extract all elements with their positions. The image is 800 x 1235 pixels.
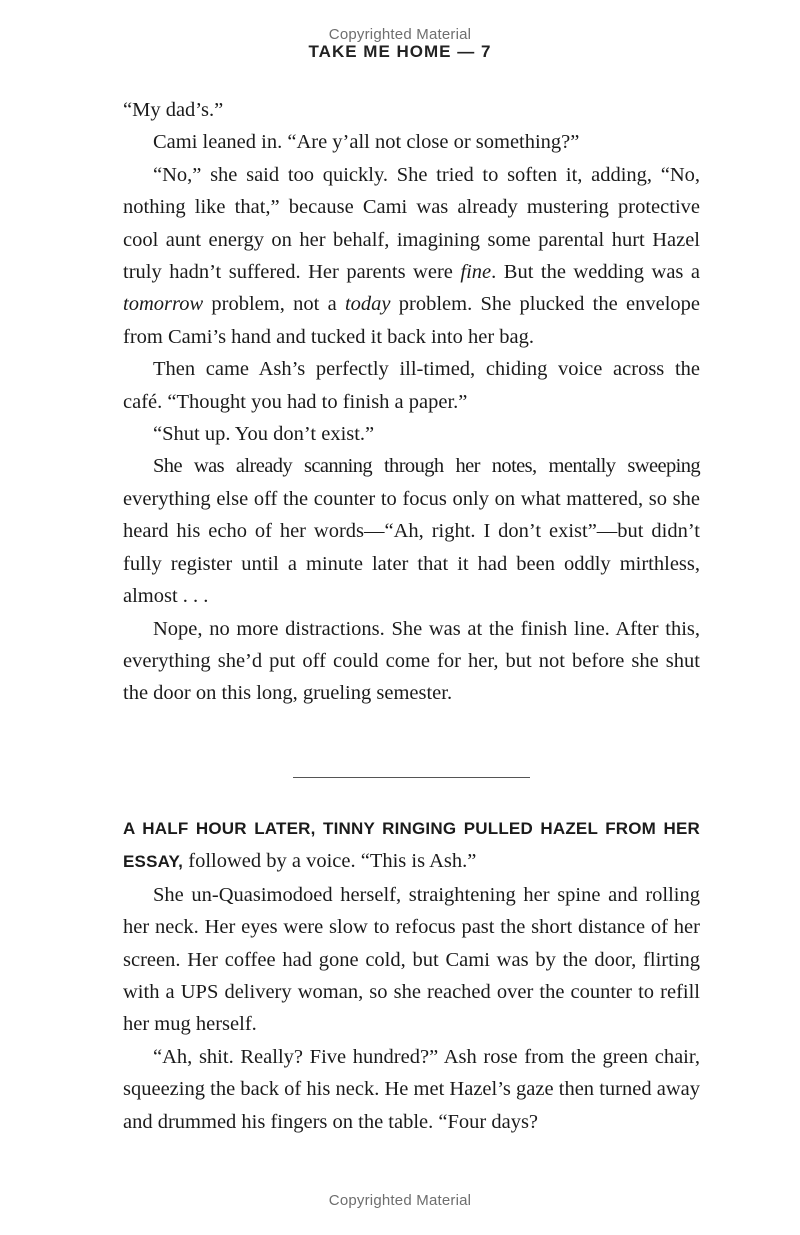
paragraph: “No,” she said too quickly. She tried to soften it, adding, “No, nothing like that,” because Cami was already mustering protective cool aunt energy on her behalf, imagining some parental hurt Hazel truly hadn’t suffered. Her parents were fine. But the wedding was a tomorrow problem, not a today problem. She plucked the envelope from Cami’s hand and tucked it back into her bag. xyxy=(123,163,701,348)
paragraph: Cami leaned in. “Are y’all not close or something?” xyxy=(153,131,580,154)
paragraph: “Ah, shit. Really? Five hundred?” Ash rose from the green chair, squeezing the back of his neck. He met Hazel’s gaze then turned away and drummed his fingers on the table. “Four days? xyxy=(123,1045,700,1133)
scene-break-rule xyxy=(293,777,530,778)
book-title: TAKE ME HOME xyxy=(308,42,452,61)
paragraph: She un-Quasimodoed herself, straightening her spine and rolling her neck. Her eyes were slow to refocus past the short distance of her screen. Her coffee had gone cold, but Cami was by the door, flirting with a UPS delivery woman, so she reached over the counter to refill her mug herself. xyxy=(123,883,700,1036)
emphasis: today xyxy=(344,293,391,316)
page-number: 7 xyxy=(480,42,492,61)
paragraph: “Shut up. You don’t exist.” xyxy=(153,423,375,446)
paragraph: A HALF HOUR LATER, TINNY RINGING PULLED HAZEL FROM HER ESSAY, followed by a voice. “This is Ash.” xyxy=(123,819,700,873)
running-head-separator: — xyxy=(451,42,481,61)
paragraph: Nope, no more distractions. She was at the finish line. After this, everything she’d put off could come for her, but not before she shut the door on this long, grueling semester. xyxy=(123,617,700,705)
copyright-watermark-bottom: Copyrighted Material xyxy=(328,1192,472,1209)
emphasis: tomorrow xyxy=(123,293,204,316)
copyright-watermark-top: Copyrighted Material xyxy=(328,26,472,43)
body-text-section-1 xyxy=(123,94,700,710)
emphasis: fine xyxy=(460,261,492,284)
paragraph: She was already scanning through her notes, mentally sweeping everything else off the counter to focus only on what mattered, so she heard his echo of her words—“Ah, right. I don’t exist”—but didn’t fully register until a minute later that it had been oddly mirthless, almost . . . xyxy=(123,455,700,608)
paragraph: “My dad’s.” xyxy=(123,99,224,121)
running-head xyxy=(0,42,800,62)
paragraph: Then came Ash’s perfectly ill-timed, chiding voice across the café. “Thought you had to finish a paper.” xyxy=(123,358,700,413)
lead-in-small-caps: A HALF HOUR LATER, TINNY RINGING PULLED HAZEL FROM HER ESSAY, xyxy=(123,819,700,872)
body-text-section-2 xyxy=(123,812,700,1138)
